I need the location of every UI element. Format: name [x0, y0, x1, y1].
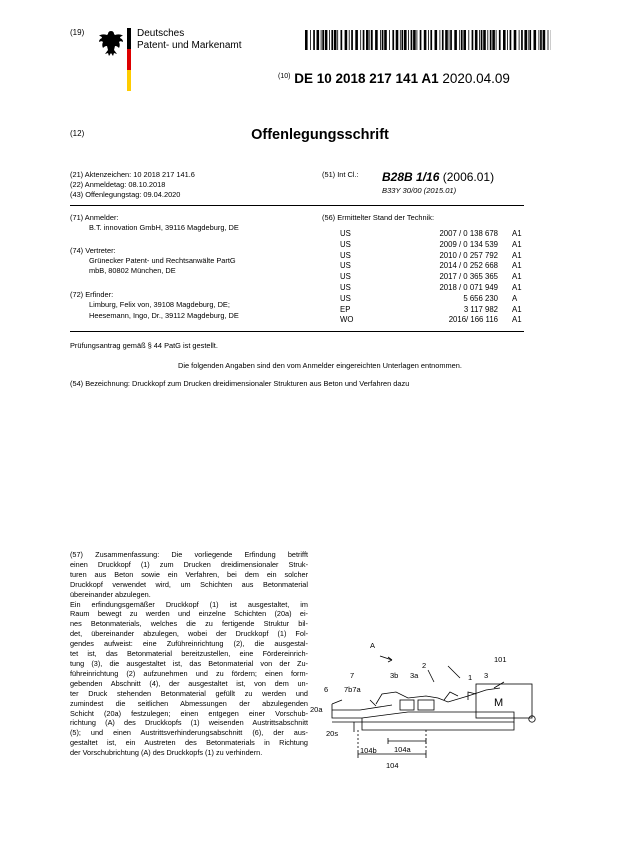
- abstract-line: nes Betonmaterials, welches die zu fertigende Struktur bil-: [70, 619, 308, 629]
- barcode-bar: [483, 30, 486, 50]
- abstract-line: Raum bewegt zu werden und einzelne Schichten (20a) ei-: [70, 609, 308, 619]
- barcode-bar: [317, 30, 320, 50]
- abstract-line: Schicht (20a) festzulegen; einen entgegen einer Vorschub-: [70, 708, 308, 718]
- prior-art-number: 2010 / 0 257 792: [439, 250, 498, 260]
- barcode-bar: [528, 30, 529, 50]
- barcode: [305, 30, 551, 50]
- barcode-bar: [490, 30, 492, 50]
- barcode-bar: [543, 30, 546, 50]
- abstract-line: gendes aufweist: eine Zuführeinrichtung (2), die ausgestal-: [70, 639, 308, 649]
- inventor-line-2: Heesemann, Ingo, Dr., 39112 Magdeburg, DE: [89, 311, 239, 320]
- inid-code-12: (12): [70, 129, 85, 138]
- barcode-bar: [428, 30, 429, 50]
- prior-art-country: US: [340, 261, 351, 271]
- prior-art-row: [340, 315, 530, 325]
- abstract-line: gebenden Abschnitt (4), der ausgestaltet ist, von dem un-: [70, 678, 308, 688]
- barcode-bar: [496, 30, 497, 50]
- barcode-bar: [331, 30, 333, 50]
- barcode-bar: [351, 30, 353, 50]
- abstract-line: einen Druckkopf (1) zum Drucken dreidimensionaler Struk-: [70, 559, 308, 569]
- barcode-bar: [445, 30, 448, 50]
- ipc-main-class: [382, 170, 494, 184]
- prior-art-number: 2007 / 0 138 678: [439, 229, 498, 238]
- abstract-line: tet ist, das Betonmaterial bereitzustellen, eine Fördereinrich-: [70, 649, 308, 659]
- barcode-bar: [382, 30, 384, 50]
- prior-art-country: EP: [340, 304, 351, 314]
- filing-date: (22) Anmeldetag: 08.10.2018: [70, 180, 166, 189]
- barcode-bar: [375, 30, 378, 50]
- barcode-bar: [384, 30, 387, 50]
- barcode-bar: [310, 30, 311, 50]
- barcode-bar: [329, 30, 330, 50]
- inventor-line-1: Limburg, Felix von, 39108 Magdeburg, DE;: [89, 300, 230, 309]
- prior-art-country: US: [340, 250, 351, 260]
- label-2: 2: [422, 661, 427, 670]
- abstract-paragraph-1: [70, 550, 308, 600]
- barcode-bar: [380, 30, 381, 50]
- barcode-bar: [404, 30, 407, 50]
- barcode-bar: [322, 30, 324, 50]
- abstract-line: turen aus Beton sowie ein Verfahren, bei dem ein solcher: [70, 569, 308, 579]
- publication-date-43: (43) Offenlegungstag: 09.04.2020: [70, 190, 181, 199]
- barcode-bar: [442, 30, 444, 50]
- barcode-bar: [534, 30, 537, 50]
- barcode-bar: [503, 30, 506, 50]
- prior-art-country: US: [340, 239, 351, 249]
- abstract-line: übereinander abzulegen.: [70, 589, 151, 599]
- barcode-bar: [492, 30, 495, 50]
- barcode-bar: [524, 30, 527, 50]
- office-name: [137, 28, 242, 52]
- exam-request-note: Prüfungsantrag gemäß § 44 PatG ist gestellt.: [70, 341, 218, 350]
- label-6: 6: [324, 685, 329, 694]
- document-type-title: Offenlegungsschrift: [251, 127, 389, 143]
- prior-art-number: 2009 / 0 134 539: [439, 239, 498, 249]
- barcode-bar: [349, 30, 350, 50]
- prior-art-row: [340, 240, 530, 250]
- prior-art-kind: A1: [512, 315, 522, 325]
- barcode-bar: [396, 30, 399, 50]
- barcode-bar: [514, 30, 517, 50]
- abstract-line: der Vorschubrichtung (A) des Druckkopfs (1) zu verhindern.: [70, 748, 263, 758]
- barcode-bar: [472, 30, 474, 50]
- print-head-figure: [310, 626, 546, 782]
- abstract-line: Druckkopf verwendet wird, um Schichten aus Betonmaterial: [70, 579, 308, 589]
- label-104: 104: [386, 761, 399, 770]
- representative-line-2: mbB, 80802 München, DE: [89, 266, 176, 275]
- label-104b: 104b: [360, 746, 377, 755]
- barcode-bar: [519, 30, 520, 50]
- prior-art-row: [340, 283, 530, 293]
- prior-art-country: US: [340, 272, 351, 282]
- ipc-label: (51) Int Cl.:: [322, 170, 359, 179]
- prior-art-kind: A1: [512, 250, 522, 260]
- prior-art-row: [340, 294, 530, 304]
- prior-art-number: 2016/ 166 116: [448, 315, 498, 325]
- barcode-bar: [341, 30, 343, 50]
- barcode-bar: [463, 30, 466, 50]
- barcode-bar: [487, 30, 488, 50]
- prior-art-kind: A1: [512, 304, 522, 314]
- label-3a: 3a: [410, 671, 419, 680]
- separator-bottom: [70, 331, 524, 332]
- abstract-paragraph-2: [70, 600, 308, 759]
- abstract-line: ter Druck stehenden Betonmaterial gefüllt zu werden und: [70, 688, 308, 698]
- prior-art-row: [340, 261, 530, 271]
- label-3b: 3b: [390, 671, 399, 680]
- barcode-bar: [345, 30, 348, 50]
- prior-art-label: (56) Ermittelter Stand der Technik:: [322, 213, 435, 222]
- prior-art-row: [340, 305, 530, 315]
- abstract: [70, 550, 308, 758]
- barcode-bar: [468, 30, 469, 50]
- prior-art-row: [340, 272, 530, 282]
- prior-art-kind: A1: [512, 283, 522, 292]
- label-A: A: [370, 641, 376, 650]
- barcode-bar: [337, 30, 338, 50]
- barcode-bar: [475, 30, 478, 50]
- label-7: 7: [350, 671, 355, 680]
- prior-art-kind: A1: [512, 272, 522, 282]
- barcode-bar: [402, 30, 404, 50]
- barcode-bar: [360, 30, 361, 50]
- barcode-bar: [499, 30, 501, 50]
- prior-art-number: 2017 / 0 365 365: [439, 272, 498, 282]
- barcode-bar: [440, 30, 441, 50]
- prior-art-country: US: [340, 283, 351, 292]
- prior-art-country: WO: [340, 315, 354, 325]
- abstract-line: tung (3), die ausgestaltet ist, das Betonmaterial von der Zu-: [70, 658, 308, 668]
- inventors-label: (72) Erfinder:: [70, 290, 114, 299]
- barcode-bar: [408, 30, 409, 50]
- barcode-bar: [548, 30, 549, 50]
- barcode-bar: [366, 30, 369, 50]
- federal-eagle-icon: [98, 28, 124, 58]
- barcode-bar: [435, 30, 438, 50]
- label-7b: 7b: [344, 685, 353, 694]
- title-54: (54) Bezeichnung: Druckkopf zum Drucken dreidimensionaler Strukturen aus Beton und Verfahren dazu: [70, 379, 410, 388]
- applicant-value: B.T. innovation GmbH, 39116 Magdeburg, DE: [89, 223, 239, 232]
- flag-gold: [127, 70, 131, 91]
- barcode-bar: [540, 30, 542, 50]
- publication-number: DE 10 2018 217 141 A1: [294, 71, 439, 86]
- barcode-bar: [539, 30, 540, 50]
- inid-code-10: (10): [278, 73, 291, 80]
- applicant-label: (71) Anmelder:: [70, 213, 119, 222]
- figure-drawing: [332, 656, 535, 758]
- barcode-bar: [355, 30, 358, 50]
- label-20a: 20a: [310, 705, 323, 714]
- barcode-bar: [413, 30, 416, 50]
- label-1: 1: [468, 673, 473, 682]
- barcode-bar: [321, 30, 322, 50]
- abstract-line: Ein erfindungsgemäßer Druckkopf (1) ist ausgestaltet, im: [70, 599, 308, 609]
- application-number: (21) Aktenzeichen: 10 2018 217 141.6: [70, 170, 195, 179]
- barcode-bar: [450, 30, 452, 50]
- prior-art-kind: A1: [512, 239, 522, 249]
- barcode-bar: [507, 30, 508, 50]
- separator-top: [70, 205, 524, 206]
- prior-art-number: 2018 / 0 071 949: [439, 283, 498, 292]
- barcode-bar: [417, 30, 418, 50]
- prior-art-number: 3 117 982: [463, 304, 498, 314]
- representative-line-1: Grünecker Patent- und Rechtsanwälte PartG: [89, 256, 236, 265]
- office-line-1: Deutsches: [137, 28, 185, 39]
- abstract-line: (5); und einen Austrittsverhinderungsabschnitt (6), der aus-: [70, 728, 308, 738]
- prior-art-kind: A: [512, 293, 518, 303]
- barcode-bar: [461, 30, 463, 50]
- prior-art-row: [340, 251, 530, 261]
- label-7a: 7a: [352, 685, 361, 694]
- prior-art-kind: A1: [512, 261, 522, 271]
- applicant-info-note: Die folgenden Angaben sind den vom Anmelder eingereichten Unterlagen entnommen.: [178, 361, 462, 370]
- barcode-bar: [369, 30, 370, 50]
- label-M: M: [494, 697, 504, 709]
- ipc-secondary-class: B33Y 30/00 (2015.01): [382, 186, 457, 195]
- barcode-bar: [371, 30, 373, 50]
- abstract-line: (57) Zusammenfassung: Die vorliegende Erfindung betrifft: [70, 550, 308, 559]
- prior-art-kind: A1: [512, 229, 522, 238]
- barcode-bar: [400, 30, 401, 50]
- barcode-bar: [479, 30, 480, 50]
- publication-number-line: [278, 69, 510, 87]
- abstract-line: gestaltet ist, ein Austreten des Betonmaterials in Richtung: [70, 738, 308, 748]
- prior-art-row: [340, 229, 530, 239]
- barcode-bar: [334, 30, 337, 50]
- label-101: 101: [494, 655, 507, 664]
- barcode-bar: [411, 30, 413, 50]
- abstract-line: det, übereinander abzulegen, wobei der Druckkopf (1) Fol-: [70, 629, 308, 639]
- flag-red: [127, 49, 131, 70]
- label-7b7a: [344, 685, 362, 694]
- abstract-line: zumindest die seitlichen Abmessungen der abzulegenden: [70, 698, 308, 708]
- prior-art-number: 2014 / 0 252 668: [439, 261, 498, 271]
- barcode-bar: [313, 30, 315, 50]
- barcode-bar: [521, 30, 523, 50]
- barcode-bar: [363, 30, 365, 50]
- barcode-bar: [420, 30, 422, 50]
- ipc-main-version: (2006.01): [442, 170, 495, 184]
- barcode-bar: [529, 30, 531, 50]
- abstract-line: führeinrichtung (2) aufzunehmen und zu fördern; einen form-: [70, 668, 308, 678]
- prior-art-country: US: [340, 293, 351, 303]
- barcode-bar: [392, 30, 394, 50]
- publication-date: 2020.04.09: [442, 71, 510, 86]
- office-line-2: Patent- und Markenamt: [137, 40, 242, 51]
- german-flag-stripe: [127, 28, 131, 91]
- barcode-bar: [459, 30, 460, 50]
- abstract-line: richtung (A) des Druckkopfs (1) weisenden Austrittsabschnitt: [70, 718, 308, 728]
- barcode-bar: [510, 30, 512, 50]
- flag-black: [127, 28, 131, 49]
- label-20s: 20s: [326, 729, 339, 738]
- prior-art-country: US: [340, 229, 351, 238]
- barcode-bar: [449, 30, 450, 50]
- barcode-bar: [430, 30, 432, 50]
- barcode-bar: [424, 30, 427, 50]
- label-104a: 104a: [394, 745, 411, 754]
- label-3: 3: [484, 671, 489, 680]
- barcode-bar: [454, 30, 457, 50]
- barcode-bar: [325, 30, 328, 50]
- prior-art-number: 5 656 230: [463, 293, 498, 303]
- barcode-bar: [389, 30, 390, 50]
- barcode-bar: [305, 30, 308, 50]
- representative-label: (74) Vertreter:: [70, 246, 116, 255]
- barcode-bar: [481, 30, 483, 50]
- ipc-main-code: B28B 1/16: [382, 170, 440, 184]
- inid-code-19: (19): [70, 28, 85, 37]
